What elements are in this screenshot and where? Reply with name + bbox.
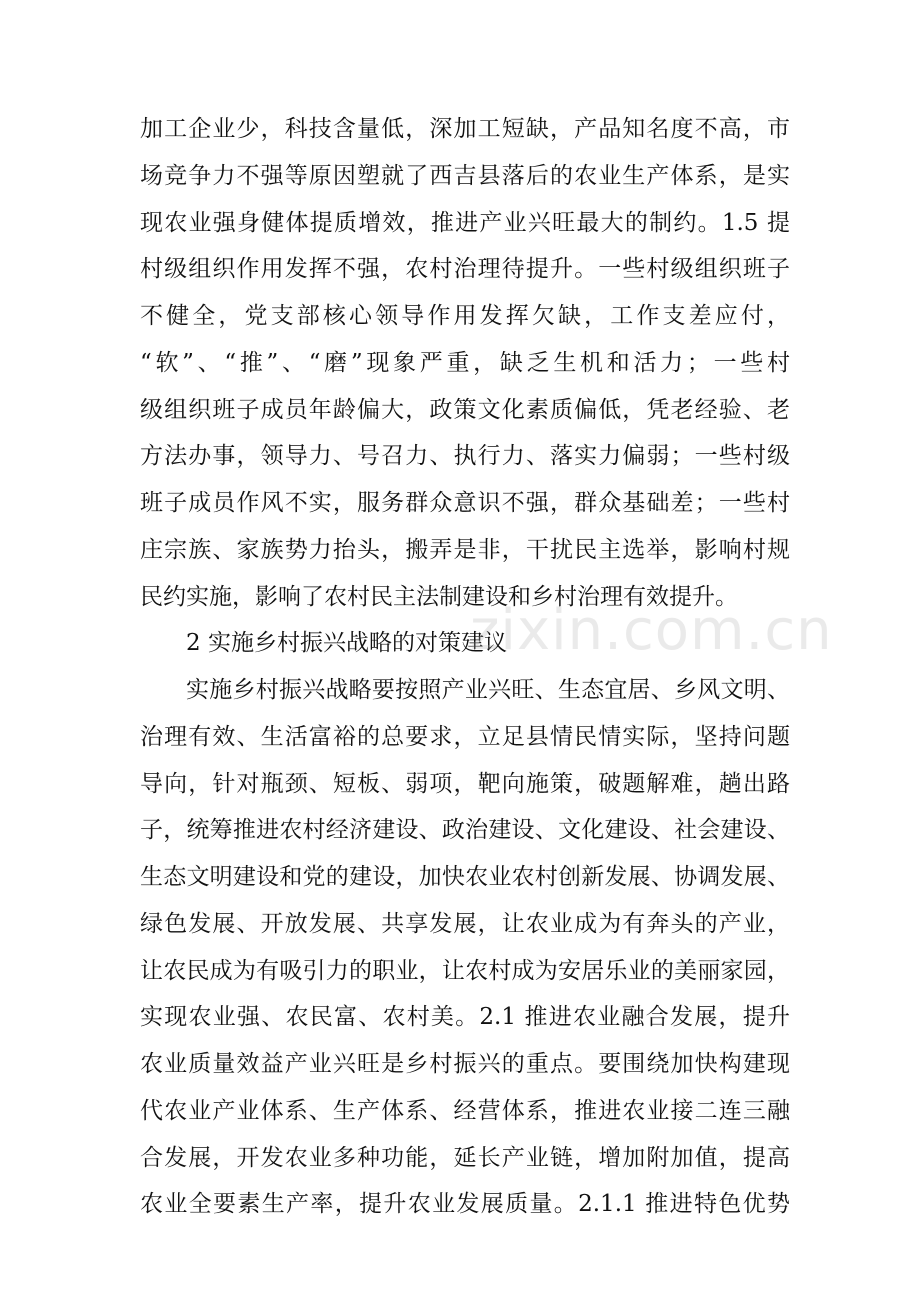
text-line: 庄宗族、家族势力抬头，搬弄是非，干扰民主选举，影响村规: [140, 536, 790, 563]
text-line: 场竞争力不强等原因塑就了西吉县落后的农业生产体系，是实: [140, 162, 790, 189]
text-line: 农业质量效益产业兴旺是乡村振兴的重点。要围绕加快构建现: [140, 1051, 790, 1077]
text-line: 村级组织作用发挥不强，农村治理待提升。一些村级组织班子: [140, 256, 790, 283]
text-line: 绿色发展、开放发展、共享发展，让农业成为有奔头的产业，: [140, 910, 790, 937]
watermark: zixin.com.cn: [470, 598, 833, 663]
body-text: [140, 106, 790, 1228]
text-line: “软”、“推”、“磨”现象严重，缺乏生机和活力；一些村: [140, 349, 790, 376]
text-line: 生态文明建设和党的建设，加快农业农村创新发展、协调发展、: [140, 864, 790, 890]
text-line: 班子成员作风不实，服务群众意识不强，群众基础差；一些村: [140, 490, 790, 516]
text-line: 实施乡村振兴战略要按照产业兴旺、生态宜居、乡风文明、: [186, 677, 790, 703]
text-line: 不健全，党支部核心领导作用发挥欠缺，工作支差应付，: [140, 303, 790, 329]
text-line: 农业全要素生产率，提升农业发展质量。2.1.1 推进特色优势: [140, 1191, 790, 1218]
section-heading: 2 实施乡村振兴战略的对策建议: [186, 630, 507, 657]
text-line: 方法办事，领导力、号召力、执行力、落实力偏弱；一些村级: [140, 443, 790, 470]
text-line: 导向，针对瓶颈、短板、弱项，靶向施策，破题解难，趟出路: [140, 770, 790, 797]
text-line: 让农民成为有吸引力的职业，让农村成为安居乐业的美丽家园，: [140, 957, 790, 984]
text-line: 合发展，开发农业多种功能，延长产业链，增加附加值，提高: [140, 1144, 790, 1171]
text-line: 子，统筹推进农村经济建设、政治建设、文化建设、社会建设、: [140, 817, 790, 844]
text-line: 民约实施，影响了农村民主法制建设和乡村治理有效提升。: [140, 583, 738, 610]
text-line: 加工企业少，科技含量低，深加工短缺，产品知名度不高，市: [140, 116, 790, 142]
text-line: 实现农业强、农民富、农村美。2.1 推进农业融合发展，提升: [140, 1004, 790, 1031]
text-line: 现农业强身健体提质增效，推进产业兴旺最大的制约。1.5 提: [140, 209, 790, 236]
text-line: 代农业产业体系、生产体系、经营体系，推进农业接二连三融: [140, 1097, 790, 1124]
text-line: 治理有效、生活富裕的总要求，立足县情民情实际，坚持问题: [140, 723, 790, 750]
text-line: 级组织班子成员年龄偏大，政策文化素质偏低，凭老经验、老: [140, 396, 790, 423]
